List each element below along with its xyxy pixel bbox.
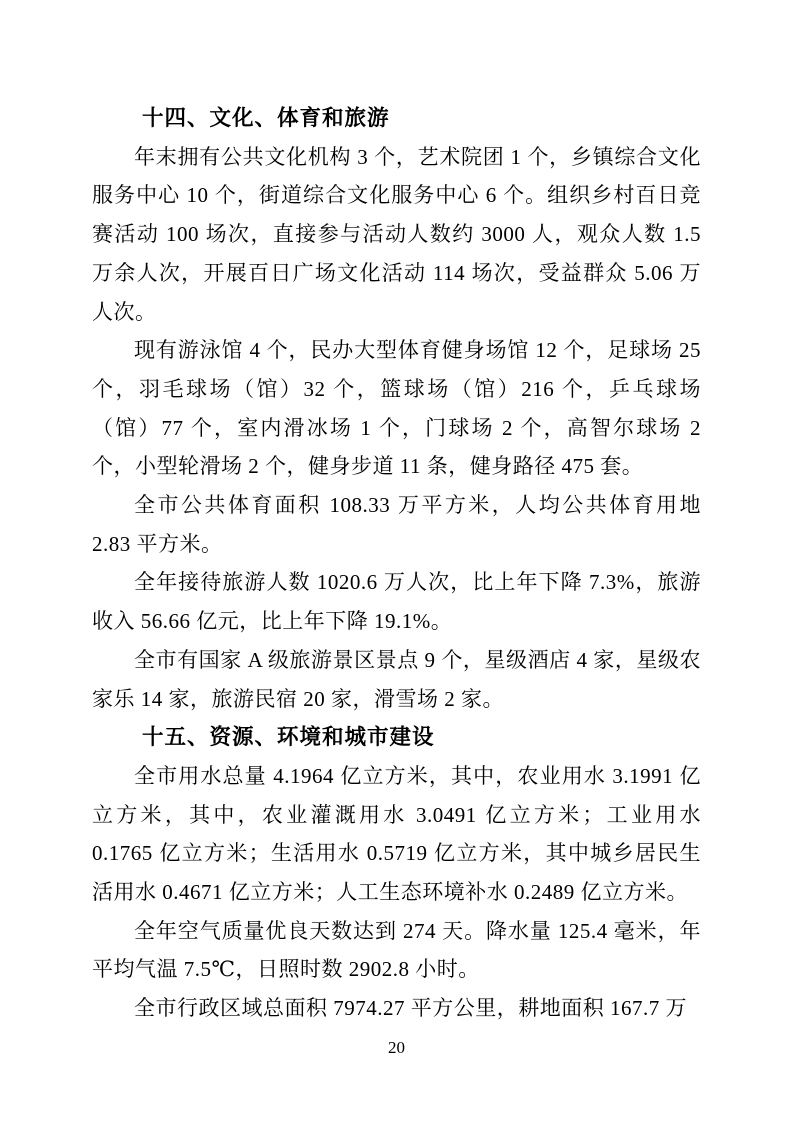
section-heading-resources-environment: 十五、资源、环境和城市建设: [142, 725, 435, 750]
paragraph-air-quality: 全年空气质量优良天数达到 274 天。降水量 125.4 毫米，年平均气温 7.5℃，日照时数 2902.8 小时。: [92, 918, 701, 982]
paragraph-sports-facilities: 现有游泳馆 4 个，民办大型体育健身场馆 12 个，足球场 25 个，羽毛球场（馆）32 个，篮球场（馆）216 个，乒乓球场（馆）77 个，室内滑冰场 1 个，门球场 2 个，高智尔球场 2 个，小型轮滑场 2 个，健身步道 11 条，健身路径 475 套。: [92, 338, 701, 479]
paragraph-public-sports-area: 全市公共体育面积 108.33 万平方米，人均公共体育用地 2.83 平方米。: [92, 493, 701, 556]
document-body: [92, 99, 701, 1028]
paragraph-land-area: 全市行政区域总面积 7974.27 平方公里，耕地面积 167.7 万: [134, 996, 687, 1021]
paragraph-water-usage: 全市用水总量 4.1964 亿立方米，其中，农业用水 3.1991 亿立方米，其中，农业灌溉用水 3.0491 亿立方米；工业用水 0.1765 亿立方米；生活用水 0.5719 亿立方米，其中城乡居民生活用水 0.4671 亿立方米；人工生态环境补水 0.2489 亿立方米。: [92, 763, 701, 905]
paragraph-scenic-spots: 全市有国家 A 级旅游景区景点 9 个，星级酒店 4 家，星级农家乐 14 家，旅游民宿 20 家，滑雪场 2 家。: [92, 647, 701, 711]
paragraph-tourism-visitors: 全年接待旅游人数 1020.6 万人次，比上年下降 7.3%，旅游收入 56.66 亿元，比上年下降 19.1%。: [92, 570, 701, 634]
paragraph-cultural-institutions: 年末拥有公共文化机构 3 个，艺术院团 1 个，乡镇综合文化服务中心 10 个，街道综合文化服务中心 6 个。组织乡村百日竞赛活动 100 场次，直接参与活动人数约 3000 人，观众人数 1.5 万余人次，开展百日广场文化活动 114 场次，受益群众 5.06 万人次。: [92, 144, 701, 324]
section-heading-culture-sports-tourism: 十四、文化、体育和旅游: [142, 106, 390, 130]
page-number: 20: [388, 1038, 405, 1057]
